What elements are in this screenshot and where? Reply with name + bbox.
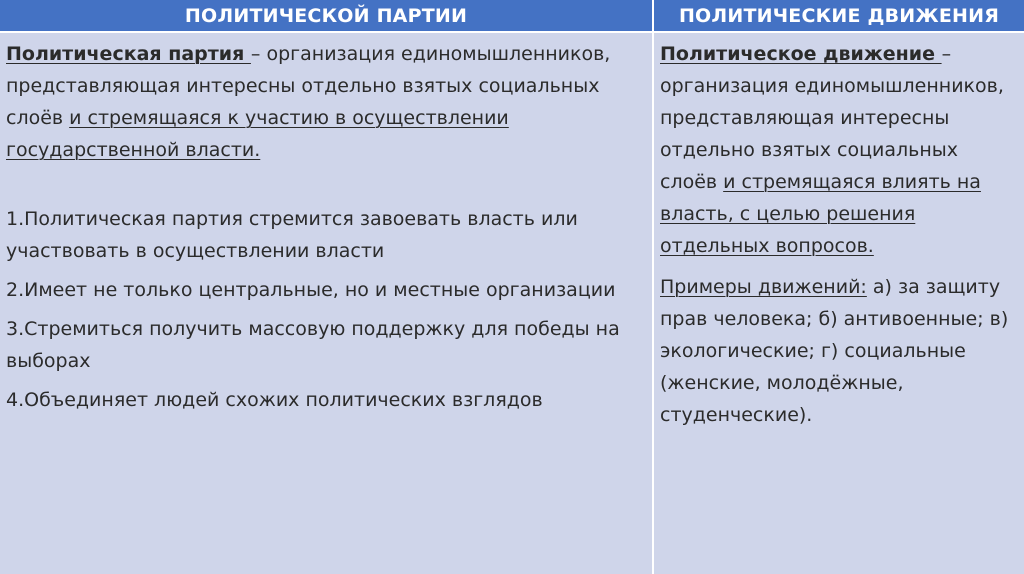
header-political-movement: ПОЛИТИЧЕСКИЕ ДВИЖЕНИЯ [654, 0, 1024, 33]
party-definition-underlined: и стремящаяся к участию в осуществлении государственной власти. [6, 107, 509, 161]
party-term: Политическая партия [6, 43, 251, 65]
party-feature-2: 2.Имеет не только центральные, но и местные организации [6, 279, 616, 301]
movement-definition-text: – организация единомышленников, представляющая интересны отдельно взятых социальных слоёв [660, 43, 1004, 193]
header-political-party: ПОЛИТИЧЕСКОЙ ПАРТИИ [0, 0, 654, 33]
examples-label: Примеры движений: [660, 276, 867, 298]
party-feature-1: 1.Политическая партия стремится завоевать власть или участвовать в осуществлении власти [6, 208, 578, 262]
movement-cell [654, 33, 1024, 574]
party-definition [6, 38, 642, 166]
examples-text: а) за защиту прав человека; б) антивоенные; в) экологические; г) социальные (женские, молодёжные, студенческие). [660, 276, 1009, 426]
party-feature-3: 3.Стремиться получить массовую поддержку для победы на выборах [6, 318, 620, 372]
movement-definition-underlined: и стремящаяся влиять на власть, с целью решения отдельных вопросов. [660, 171, 981, 257]
movement-term: Политическое движение [660, 43, 942, 65]
movement-definition [660, 38, 1016, 262]
party-feature-4: 4.Объединяет людей схожих политических взглядов [6, 389, 543, 411]
movement-examples [660, 271, 1016, 431]
party-definition-text: – организация единомышленников, представляющая интересны отдельно взятых социальных слоёв [6, 43, 611, 129]
party-cell [0, 33, 654, 574]
